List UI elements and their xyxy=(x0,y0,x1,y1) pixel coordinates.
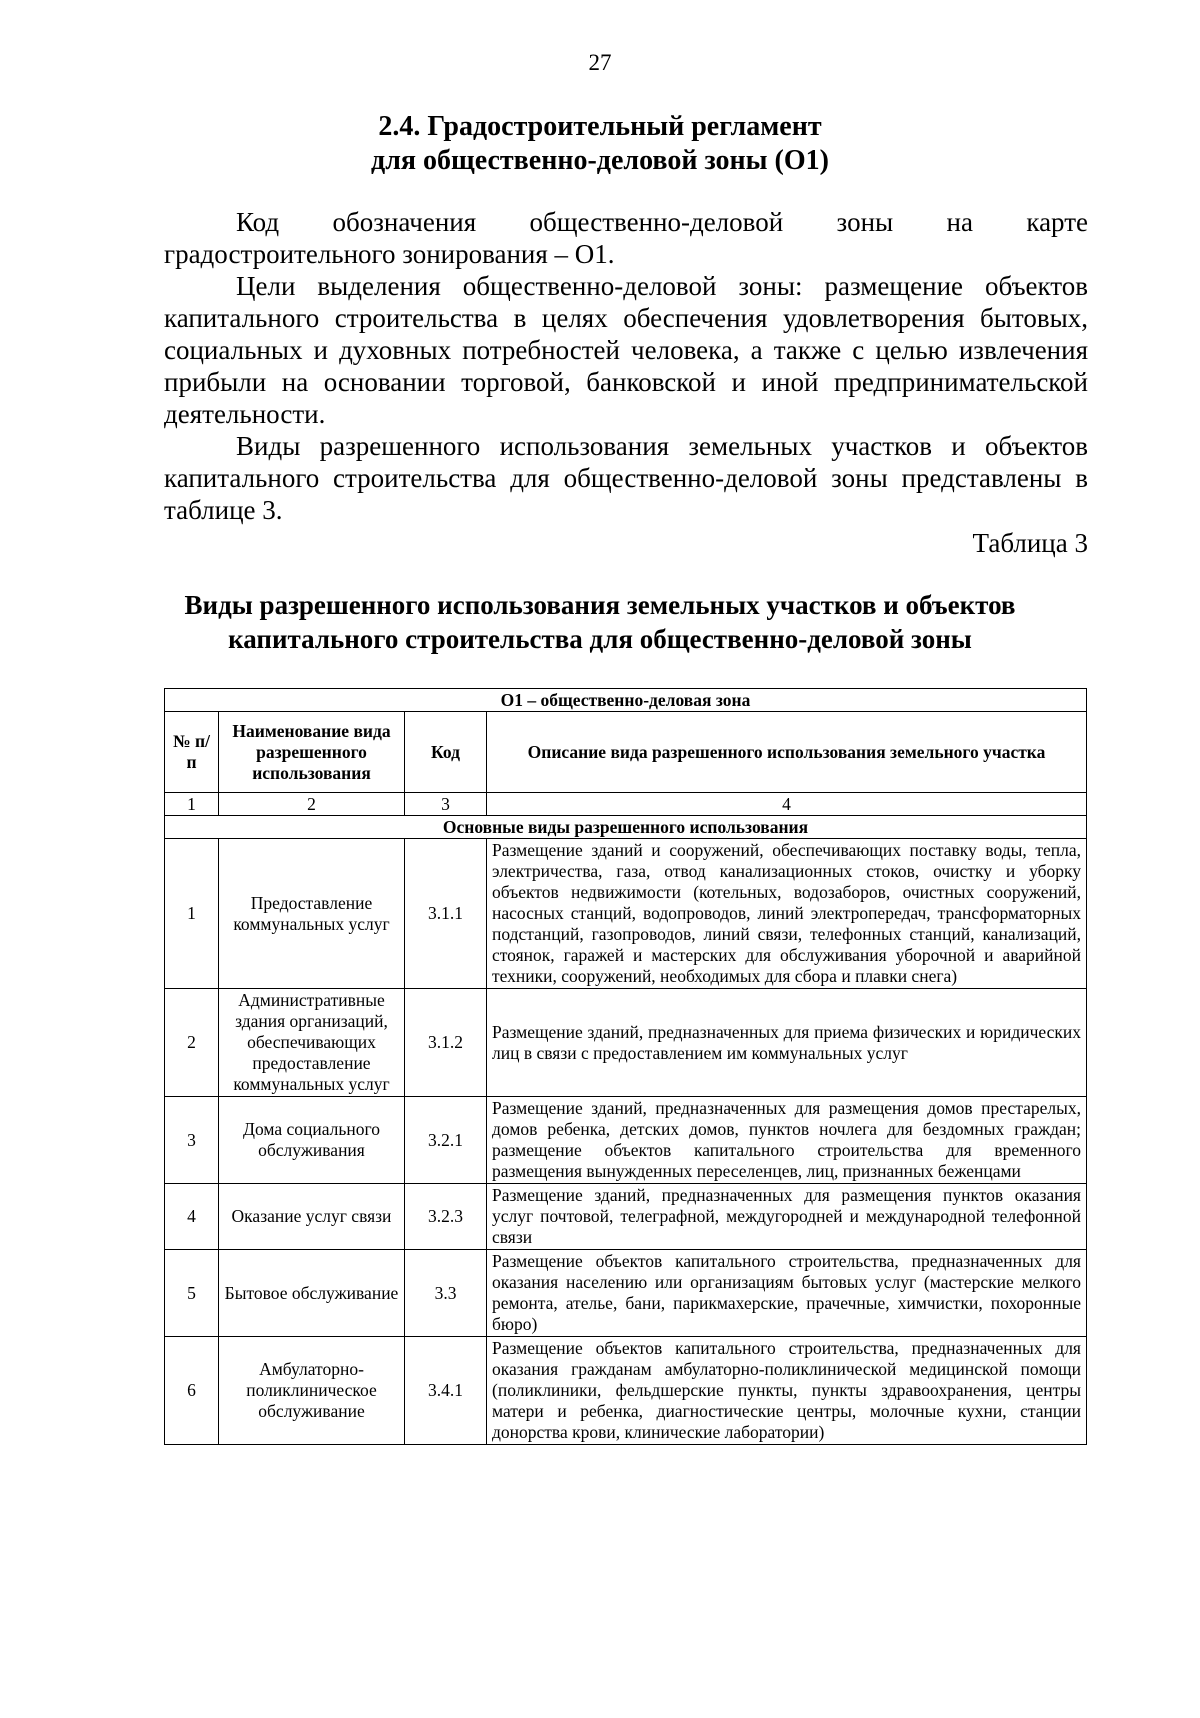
table-caption: Таблица 3 xyxy=(972,528,1088,558)
row-name: Административные здания организаций, обеспечивающих предоставление коммунальных услуг xyxy=(219,989,405,1097)
column-number: 4 xyxy=(487,793,1087,816)
header-desc: Описание вида разрешенного использования земельного участка xyxy=(487,712,1087,793)
table-row xyxy=(165,1337,1087,1445)
table-title xyxy=(0,588,1200,656)
table-title-line-1: Виды разрешенного использования земельных участков и объектов xyxy=(184,590,1016,620)
table-title-line-2: капитального строительства для общественно-деловой зоны xyxy=(228,624,972,654)
table-row xyxy=(165,989,1087,1097)
section-heading-line-1: 2.4. Градостроительный регламент xyxy=(378,111,822,142)
row-code: 3.2.1 xyxy=(405,1097,487,1184)
row-name: Предоставление коммунальных услуг xyxy=(219,839,405,989)
section-row xyxy=(165,816,1087,839)
header-name: Наименование вида разрешенного использования xyxy=(219,712,405,793)
section-label: Основные виды разрешенного использования xyxy=(165,816,1087,839)
row-num: 4 xyxy=(165,1184,219,1250)
row-desc: Размещение зданий, предназначенных для размещения домов престарелых, домов ребенка, детских домов, пунктов ночлега для бездомных граждан; размещение объектов капитального строительства для временного размещения вынужденных переселенцев, лиц, признанных беженцами xyxy=(487,1097,1087,1184)
table-row xyxy=(165,1097,1087,1184)
row-num: 3 xyxy=(165,1097,219,1184)
table-row xyxy=(165,1250,1087,1337)
row-desc: Размещение зданий и сооружений, обеспечивающих поставку воды, тепла, электричества, газа, отвод канализационных стоков, очистку и уборку объектов недвижимости (котельных, водозаборов, очистных сооружений, насосных станций, водопроводов, линий электропередач, трансформаторных подстанций, газопроводов, линий связи, телефонных станций, канализаций, стоянок, гаражей и мастерских для обслуживания уборочной и аварийной техники, сооружений, необходимых для сбора и плавки снега) xyxy=(487,839,1087,989)
row-desc: Размещение зданий, предназначенных для размещения пунктов оказания услуг почтовой, телеграфной, междугородней и международной телефонной связи xyxy=(487,1184,1087,1250)
row-num: 2 xyxy=(165,989,219,1097)
row-num: 1 xyxy=(165,839,219,989)
row-desc: Размещение зданий, предназначенных для приема физических и юридических лиц в связи с предоставлением им коммунальных услуг xyxy=(487,989,1087,1097)
row-name: Амбулаторно-поликлиническое обслуживание xyxy=(219,1337,405,1445)
paragraph-zone-goals: Цели выделения общественно-деловой зоны: размещение объектов капитального строительства в целях обеспечения удовлетворения бытовых, социальных и духовных потребностей человека, а также с целью извлечения прибыли на основании торговой, банковской и иной предпринимательской деятельности. xyxy=(164,271,1088,429)
row-code: 3.1.2 xyxy=(405,989,487,1097)
row-desc: Размещение объектов капитального строительства, предназначенных для оказания гражданам амбулаторно-поликлинической медицинской помощи (поликлиники, фельдшерские пункты, пункты здравоохранения, центры матери и ребенка, диагностические центры, молочные кухни, станции донорства крови, клинические лаборатории) xyxy=(487,1337,1087,1445)
row-desc: Размещение объектов капитального строительства, предназначенных для оказания населению или организациям бытовых услуг (мастерские мелкого ремонта, ателье, бани, парикмахерские, прачечные, химчистки, похоронные бюро) xyxy=(487,1250,1087,1337)
row-name: Дома социального обслуживания xyxy=(219,1097,405,1184)
column-number: 1 xyxy=(165,793,219,816)
row-code: 3.3 xyxy=(405,1250,487,1337)
zone-header: О1 – общественно-деловая зона xyxy=(165,689,1087,712)
table-row xyxy=(165,839,1087,989)
row-num: 6 xyxy=(165,1337,219,1445)
header-num: № п/п xyxy=(165,712,219,793)
usage-types-table xyxy=(164,688,1087,1445)
row-name: Оказание услуг связи xyxy=(219,1184,405,1250)
row-code: 3.4.1 xyxy=(405,1337,487,1445)
section-heading-line-2: для общественно-деловой зоны (О1) xyxy=(371,145,829,176)
row-name: Бытовое обслуживание xyxy=(219,1250,405,1337)
column-number: 3 xyxy=(405,793,487,816)
row-code: 3.1.1 xyxy=(405,839,487,989)
row-code: 3.2.3 xyxy=(405,1184,487,1250)
column-number: 2 xyxy=(219,793,405,816)
section-heading xyxy=(0,110,1200,178)
header-code: Код xyxy=(405,712,487,793)
page-number: 27 xyxy=(588,50,612,75)
row-num: 5 xyxy=(165,1250,219,1337)
paragraph-zone-code: Код обозначения общественно-деловой зоны на карте градостроительного зонирования – О1. xyxy=(164,207,1088,269)
body-text xyxy=(164,206,1088,526)
column-numbers-row xyxy=(165,793,1087,816)
table-row xyxy=(165,1184,1087,1250)
paragraph-usage-types: Виды разрешенного использования земельных участков и объектов капитального строительства для общественно-деловой зоны представлены в таблице 3. xyxy=(164,431,1088,525)
